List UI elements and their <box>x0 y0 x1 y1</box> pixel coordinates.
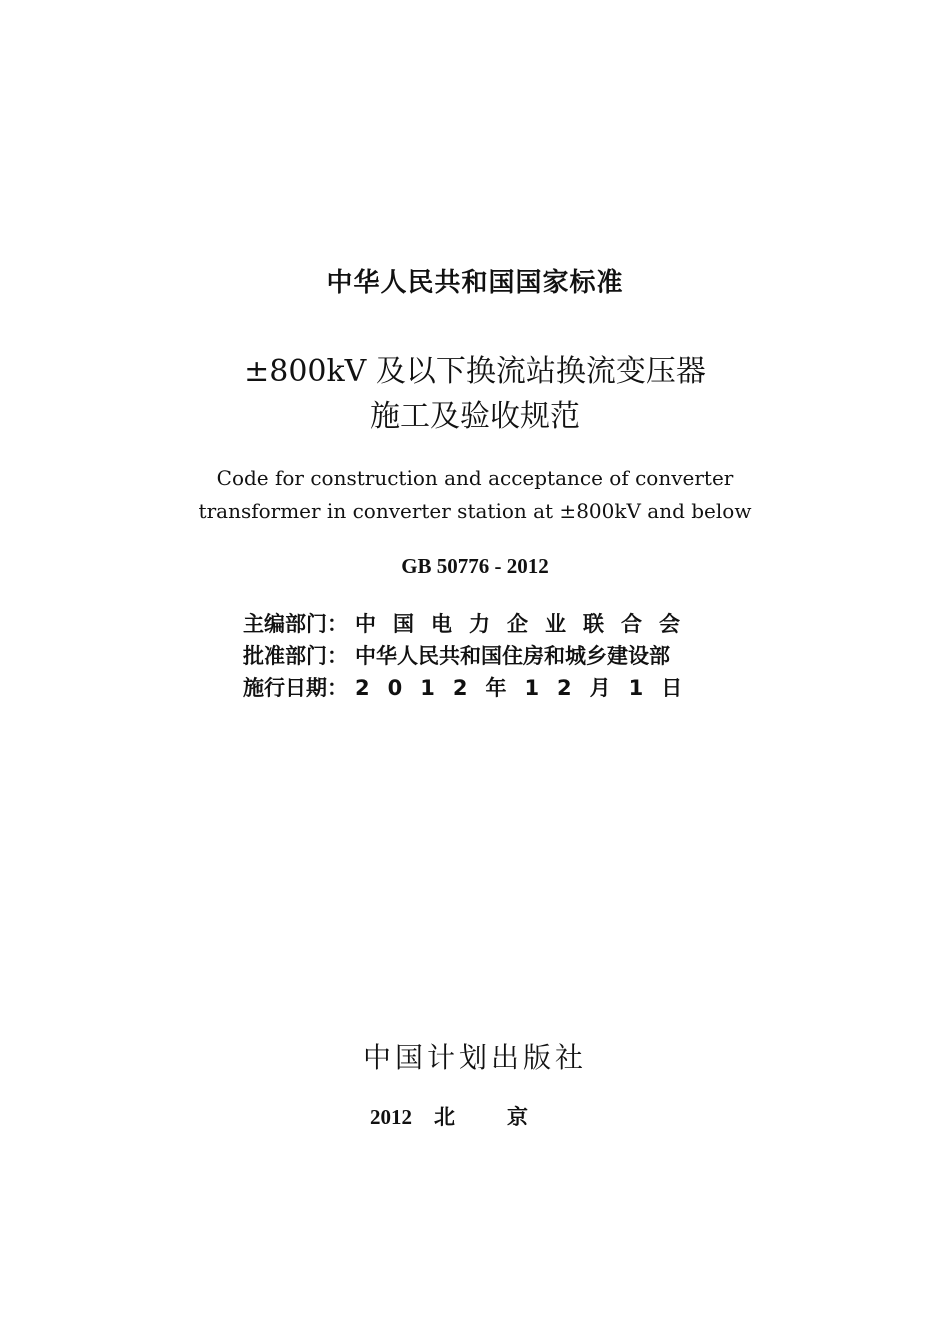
editor-label: 主编部门： <box>243 612 348 636</box>
effective-date-label: 施行日期： <box>243 676 348 700</box>
editor-value: 中国电力企业联合会 <box>355 612 697 636</box>
approver-row <box>243 640 700 672</box>
english-title-line-1: Code for construction and acceptance of converter <box>216 466 734 490</box>
chinese-title-line-2: 施工及验收规范 <box>370 399 580 434</box>
effective-date-value: 2012年12月1日 <box>355 676 701 700</box>
effective-date-row <box>243 672 700 704</box>
chinese-title-line-1: ±800kV 及以下换流站换流变压器 <box>244 354 706 389</box>
editor-row <box>243 608 700 640</box>
issuance-info <box>243 608 700 704</box>
standard-series-heading: 中华人民共和国国家标准 <box>326 268 624 298</box>
publication-line <box>0 1101 950 1131</box>
approver-value: 中华人民共和国住房和城乡建设部 <box>355 644 670 668</box>
english-title-line-2: transformer in converter station at ±800kV and below <box>198 499 752 523</box>
publication-city: 北京 <box>434 1105 580 1129</box>
standard-code: GB 50776 - 2012 <box>401 554 549 578</box>
publication-year: 2012 <box>370 1105 412 1129</box>
approver-label: 批准部门： <box>243 644 348 668</box>
publisher-name: 中国计划出版社 <box>362 1041 587 1074</box>
